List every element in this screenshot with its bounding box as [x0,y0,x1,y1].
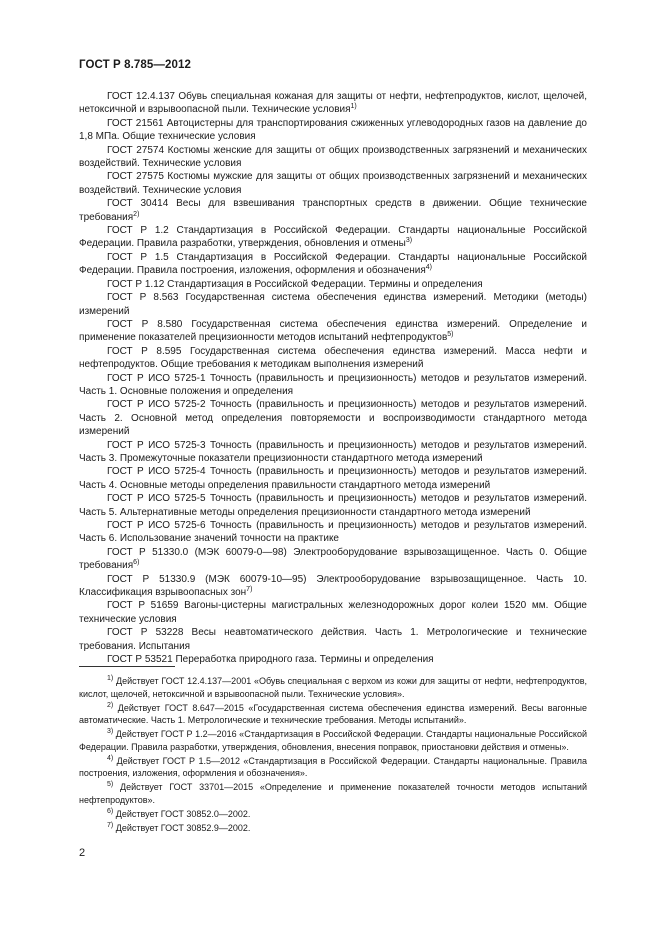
reference-item: ГОСТ Р 53521 Переработка природного газа. Термины и определения [107,654,434,666]
footnote: $^{1)}$ Действует ГОСТ 12.4.137—2001 «Обувь специальная с верхом из кожи для защиты от нефти, нефтепродуктов, кислот, щелочей, нетоксичной и взрывоопасной пыли. Технические условия». [79,675,587,699]
reference-item: ГОСТ Р ИСО 5725-4 Точность (правильность и прецизионность) методов и результатов измерений. Часть 4. Основные методы определения правильности стандартного метода измерений [79,466,587,491]
reference-item: ГОСТ Р 1.5 Стандартизация в Российской Федерации. Стандарты национальные Российской Федерации. Правила построения, изложения, оформления и обозначения$^{4)}$ [79,251,587,277]
page-number: 2 [79,847,86,859]
reference-item: ГОСТ 27574 Костюмы женские для защиты от общих производственных загрязнений и механических воздействий. Технические условия [79,144,587,170]
footnote: $^{4)}$ Действует ГОСТ Р 1.5—2012 «Стандартизация в Российской Федерации. Стандарты национальные. Правила построения, изложения, оформления и обозначения». [79,754,587,779]
footnote-divider [79,666,175,667]
reference-item: ГОСТ Р 8.580 Государственная система обеспечения единства измерений. Определение и применение показателей прецизионности методов испытаний нефтепродуктов$^{5)}$ [79,318,587,344]
reference-item: ГОСТ 27575 Костюмы мужские для защиты от общих производственных загрязнений и механических воздействий. Технические условия [79,171,587,196]
reference-item: ГОСТ Р 53228 Весы неавтоматического действия. Часть 1. Метрологические и технические требования. Испытания [79,627,587,652]
reference-item: ГОСТ Р ИСО 5725-6 Точность (правильность и прецизионность) методов и результатов измерений. Часть 6. Использование значений точности на практике [79,520,587,545]
reference-item: ГОСТ Р 1.12 Стандартизация в Российской Федерации. Термины и определения [107,278,483,290]
reference-item: ГОСТ Р ИСО 5725-5 Точность (правильность и прецизионность) методов и результатов измерений. Часть 5. Альтернативные методы определения прецизионности стандартного метода измерений [79,493,587,518]
reference-item: ГОСТ Р 51330.0 (МЭК 60079-0—98) Электрооборудование взрывозащищенное. Часть 0. Общие требования$^{6)}$ [79,546,587,572]
footnote: $^{3)}$ Действует ГОСТ Р 1.2—2016 «Стандартизация в Российской Федерации. Стандарты национальные Российской Федерации. Правила разработки, утверждения, обновления, внесения поправок, приостановки действия и отмены». [79,728,587,752]
normative-references [79,90,587,666]
reference-item: ГОСТ 21561 Автоцистерны для транспортирования сжиженных углеводородных газов на давление до 1,8 МПа. Общие технические условия [79,117,587,143]
footnote: $^{6)}$ Действует ГОСТ 30852.0—2002. [107,807,251,819]
reference-item: ГОСТ 12.4.137 Обувь специальная кожаная для защиты от нефти, нефтепродуктов, кислот, щелочей, нетоксичной и взрывоопасной пыли. Технические условия$^{1)}$ [79,91,587,116]
footnotes [79,675,587,836]
reference-item: ГОСТ Р 51330.9 (МЭК 60079-10—95) Электрооборудование взрывозащищенное. Часть 10. Классификация взрывоопасных зон$^{7)}$ [79,573,587,599]
footnote: $^{2)}$ Действует ГОСТ 8.647—2015 «Государственная система обеспечения единства измерений. Весы вагонные автоматические. Часть 1. Метрологические и технические требования. Методы испытаний». [79,701,587,726]
reference-item: ГОСТ 30414 Весы для взвешивания транспортных средств в движении. Общие технические требования$^{2)}$ [79,198,587,223]
footnote: $^{7)}$ Действует ГОСТ 30852.9—2002. [107,821,251,833]
reference-item: ГОСТ Р 8.563 Государственная система обеспечения единства измерений. Методики (методы) измерений [79,292,587,317]
footnote: $^{5)}$ Действует ГОСТ 33701—2015 «Определение и применение показателей точности методов испытаний нефтепродуктов». [79,781,587,805]
reference-item: ГОСТ Р 51659 Вагоны-цистерны магистральных железнодорожных дорог колеи 1520 мм. Общие технические условия [79,600,587,625]
reference-item: ГОСТ Р 1.2 Стандартизация в Российской Федерации. Стандарты национальные Российской Федерации. Правила разработки, утверждения, обновления и отмены$^{3)}$ [79,225,587,250]
reference-item: ГОСТ Р ИСО 5725-3 Точность (правильность и прецизионность) методов и результатов измерений. Часть 3. Промежуточные показатели прецизионности стандартного метода измерений [79,439,587,464]
reference-item: ГОСТ Р 8.595 Государственная система обеспечения единства измерений. Масса нефти и нефтепродуктов. Общие требования к методикам выполнения измерений [79,345,587,371]
reference-item: ГОСТ Р ИСО 5725-1 Точность (правильность и прецизионность) методов и результатов измерений. Часть 1. Основные положения и определения [79,372,587,397]
document-header: ГОСТ Р 8.785—2012 [79,59,191,71]
reference-item: ГОСТ Р ИСО 5725-2 Точность (правильность и прецизионность) методов и результатов измерений. Часть 2. Основной метод определения повторяемости и воспроизводимости стандартного метода измерений [79,399,587,438]
